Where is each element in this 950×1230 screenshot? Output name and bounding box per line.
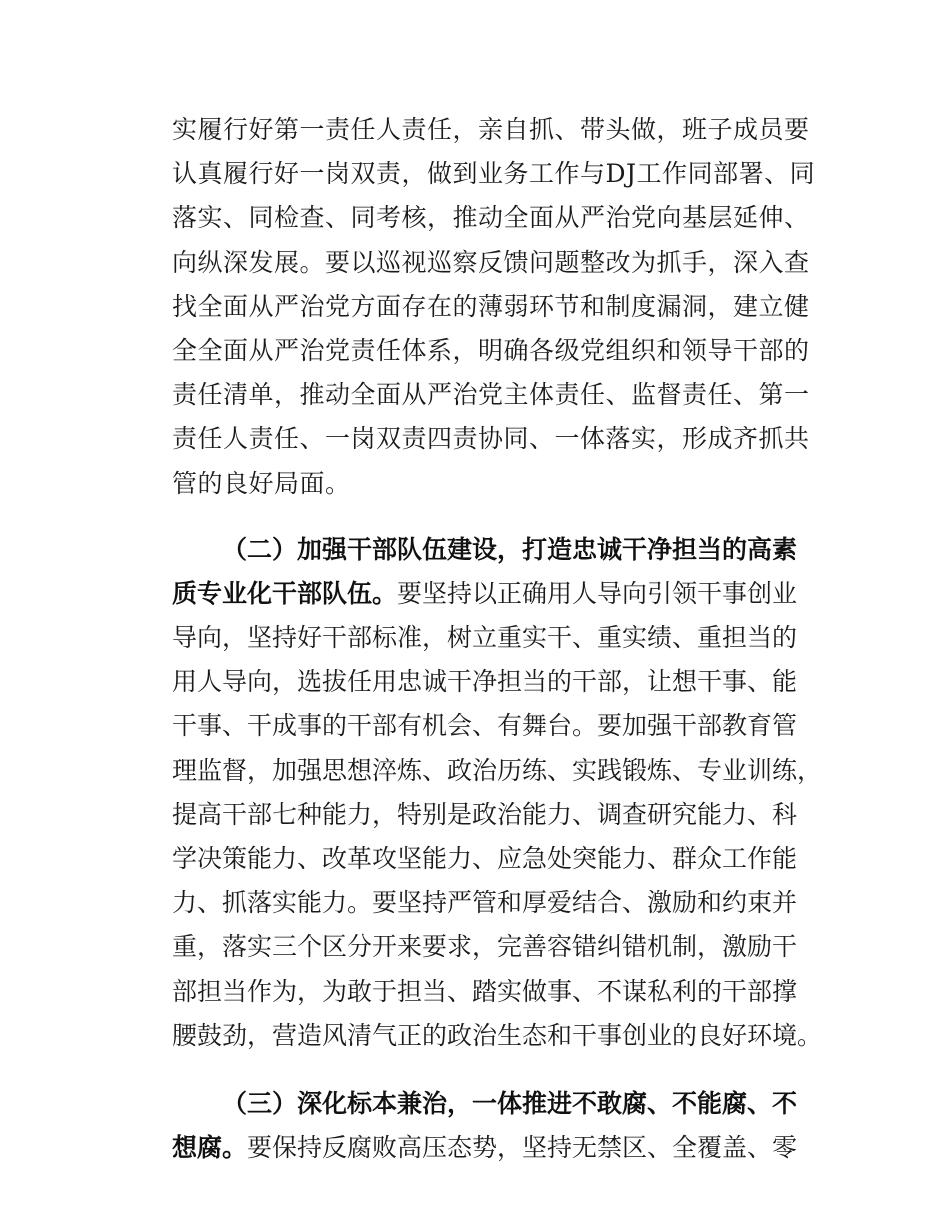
text-line: 实履行好第一责任人责任，亲自抓、带头做，班子成员要: [172, 115, 810, 144]
body-text: 要保持反腐败高压态势，坚持无禁区、全覆盖、零: [247, 1133, 798, 1163]
text-line: 力、抓落实能力。要坚持严管和厚爱结合、激励和约束并: [172, 888, 798, 918]
paragraph-3: [172, 1082, 812, 1170]
text-line: 学决策能力、改革攻坚能力、应急处突能力、群众工作能: [172, 844, 798, 873]
text-line: 责任清单，推动全面从严治党主体责任、监督责任、第一: [172, 380, 810, 410]
text-line: 向纵深发展。要以巡视巡察反馈问题整改为抓手，深入查: [172, 247, 810, 277]
text-line: 干事、干成事的干部有机会、有舞台。要加强干部教育管: [172, 711, 798, 741]
text-line: 落实、同检查、同考核，推动全面从严治党向基层延伸、: [172, 203, 810, 233]
body-text: 要坚持以正确用人导向引领干事创业: [397, 578, 798, 608]
section-heading-line: [172, 1082, 812, 1126]
section-heading-continued: 想腐。: [172, 1133, 248, 1163]
document-body: [172, 108, 823, 1170]
paragraph-spacer: [172, 506, 812, 528]
text-line: 管的良好局面。: [172, 468, 351, 498]
text-line: 腰鼓劲，营造风清气正的政治生态和干事创业的良好环境。: [172, 1020, 823, 1050]
paragraph-1: [172, 108, 816, 506]
text-line: [172, 572, 812, 616]
text-line: [172, 1126, 812, 1170]
text-line: 责任人责任、一岗双责四责协同、一体落实，形成齐抓共: [172, 424, 810, 454]
text-line: 部担当作为，为敢于担当、踏实做事、不谋私利的干部撑: [172, 976, 798, 1006]
text-line: 重，落实三个区分开来要求，完善容错纠错机制，激励干: [172, 932, 798, 962]
section-heading: （二）加强干部队伍建设，打造忠诚干净担当的高素: [222, 534, 798, 564]
text-line: 用人导向，选拔任用忠诚干净担当的干部，让想干事、能: [172, 667, 798, 697]
section-heading: （三）深化标本兼治，一体推进不敢腐、不能腐、不: [222, 1088, 798, 1118]
text-line: 理监督，加强思想淬炼、政治历练、实践锻炼、专业训练，: [172, 755, 823, 785]
section-heading-line: [172, 528, 812, 572]
paragraph-spacer: [172, 1058, 812, 1082]
paragraph-2: [172, 528, 823, 1058]
text-line: 认真履行好一岗双责，做到业务工作与DJ工作同部署、同: [172, 159, 816, 189]
text-line: 全全面从严治党责任体系，明确各级党组织和领导干部的: [172, 335, 810, 365]
section-heading-continued: 质专业化干部队伍。: [172, 578, 398, 608]
text-line: 找全面从严治党方面存在的薄弱环节和制度漏洞，建立健: [172, 291, 810, 321]
text-line: 提高干部七种能力，特别是政治能力、调查研究能力、科: [172, 799, 798, 829]
text-line: 导向，坚持好干部标准，树立重实干、重实绩、重担当的: [172, 623, 798, 653]
